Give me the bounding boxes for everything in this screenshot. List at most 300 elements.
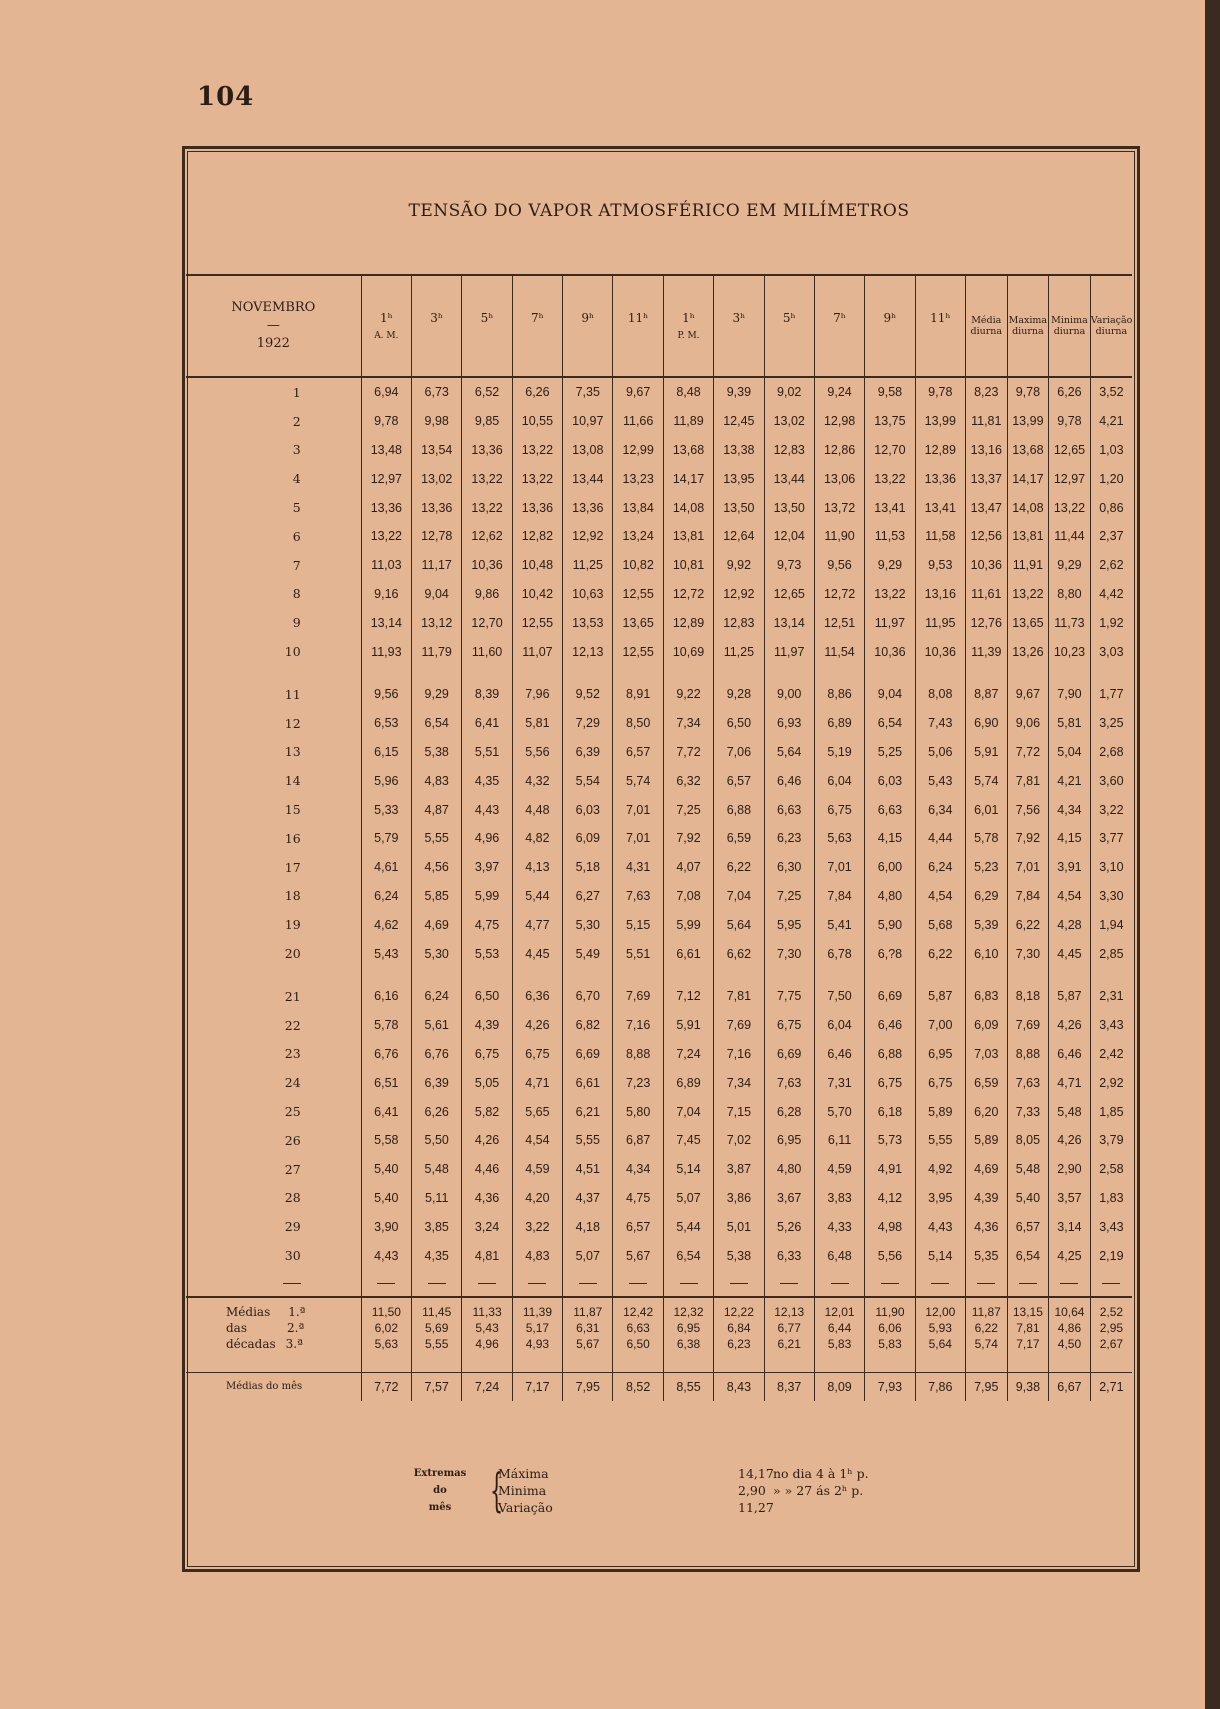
value-cell: 4,35 — [412, 1241, 462, 1270]
dash-mark — [831, 1283, 849, 1284]
value-cell: 2,42 — [1090, 1040, 1132, 1069]
table-row — [186, 1097, 1132, 1126]
value-cell: 8,37 — [764, 1372, 814, 1401]
value-cell: 8,48 — [663, 377, 713, 407]
value-cell: 7,84 — [814, 882, 864, 911]
hour-header: 9ʰ — [865, 276, 915, 377]
value-cell: 2,19 — [1090, 1241, 1132, 1270]
value-cell: 4,31 — [613, 853, 663, 882]
value-cell: 12,13 — [563, 637, 613, 666]
value-cell: 14,17 — [1007, 464, 1049, 493]
value-cell: 5,67 — [613, 1241, 663, 1270]
value-cell: 11,03 — [361, 551, 411, 580]
value-cell: 4,15 — [1049, 824, 1091, 853]
value-cell: 3,60 — [1090, 766, 1132, 795]
value-cell: 6,73 — [412, 377, 462, 407]
value-cell: 5,15 — [613, 910, 663, 939]
value-cell: 10,36 — [965, 551, 1007, 580]
value-cell: 7,30 — [764, 939, 814, 968]
value-cell: 6,22 — [965, 1320, 1007, 1336]
value-cell: 9,67 — [1007, 680, 1049, 709]
value-cell: 13,95 — [714, 464, 764, 493]
value-cell: 13,22 — [462, 464, 512, 493]
value-cell: 7,81 — [714, 982, 764, 1011]
value-cell: 4,98 — [865, 1212, 915, 1241]
value-cell: 3,10 — [1090, 853, 1132, 882]
value-cell: 8,88 — [613, 1040, 663, 1069]
value-cell: 11,61 — [965, 580, 1007, 609]
value-cell: 4,45 — [512, 939, 562, 968]
dash-mark — [881, 1283, 899, 1284]
dash-row — [186, 1270, 1132, 1297]
value-cell: 4,81 — [462, 1241, 512, 1270]
value-cell: 5,63 — [814, 824, 864, 853]
value-cell: 7,06 — [714, 738, 764, 767]
month-mean-label: Médias do mês — [186, 1372, 361, 1401]
value-cell: 6,09 — [965, 1011, 1007, 1040]
value-cell: 12,76 — [965, 608, 1007, 637]
value-cell: 6,39 — [563, 738, 613, 767]
value-cell: 5,56 — [512, 738, 562, 767]
table-row — [186, 407, 1132, 436]
value-cell: 6,24 — [412, 982, 462, 1011]
value-cell: 12,04 — [764, 522, 814, 551]
day-cell: 14 — [284, 773, 301, 789]
value-cell: 6,06 — [865, 1320, 915, 1336]
value-cell: 2,68 — [1090, 738, 1132, 767]
value-cell: 4,56 — [412, 853, 462, 882]
value-cell: 6,28 — [764, 1097, 814, 1126]
value-cell: 9,86 — [462, 580, 512, 609]
value-cell: 9,52 — [563, 680, 613, 709]
value-cell: 8,43 — [714, 1372, 764, 1401]
dash-mark — [730, 1283, 748, 1284]
value-cell: 9,53 — [915, 551, 965, 580]
value-cell: 4,33 — [814, 1212, 864, 1241]
dash-mark — [1019, 1283, 1037, 1284]
dash-mark — [977, 1283, 995, 1284]
table-row — [186, 853, 1132, 882]
value-cell: 13,36 — [361, 493, 411, 522]
day-cell: 20 — [284, 946, 301, 962]
value-cell: 11,93 — [361, 637, 411, 666]
day-cell: 27 — [284, 1161, 301, 1177]
value-cell: 6,30 — [764, 853, 814, 882]
hour-header: 5ʰ — [764, 276, 814, 377]
value-cell: 5,56 — [865, 1241, 915, 1270]
value-cell: 4,21 — [1049, 766, 1091, 795]
value-cell: 2,62 — [1090, 551, 1132, 580]
table-row — [186, 551, 1132, 580]
value-cell: 2,95 — [1090, 1320, 1132, 1336]
dash-mark — [528, 1283, 546, 1284]
value-cell: 5,73 — [865, 1126, 915, 1155]
value-cell: 9,39 — [714, 377, 764, 407]
value-cell: 6,69 — [764, 1040, 814, 1069]
value-cell: 6,02 — [361, 1320, 411, 1336]
value-cell: 13,68 — [663, 436, 713, 465]
value-cell: 12,78 — [412, 522, 462, 551]
value-cell: 8,86 — [814, 680, 864, 709]
value-cell: 6,75 — [764, 1011, 814, 1040]
value-cell: 4,61 — [361, 853, 411, 882]
value-cell: 12,72 — [663, 580, 713, 609]
value-cell: 12,86 — [814, 436, 864, 465]
value-cell: 6,01 — [965, 795, 1007, 824]
day-cell: 7 — [292, 557, 301, 573]
value-cell: 5,38 — [714, 1241, 764, 1270]
value-cell: 6,89 — [663, 1068, 713, 1097]
value-cell: 5,58 — [361, 1126, 411, 1155]
decade-label: das 2.ª — [226, 1320, 305, 1335]
value-cell: 7,01 — [1007, 853, 1049, 882]
value-cell: 7,69 — [613, 982, 663, 1011]
decade-mean-row — [186, 1336, 1132, 1352]
value-cell: 11,25 — [563, 551, 613, 580]
value-cell: 5,81 — [512, 709, 562, 738]
value-cell: 5,81 — [1049, 709, 1091, 738]
value-cell: 6,22 — [915, 939, 965, 968]
value-cell: 11,53 — [865, 522, 915, 551]
value-cell: 5,43 — [915, 766, 965, 795]
value-cell: 4,43 — [462, 795, 512, 824]
value-cell: 7,02 — [714, 1126, 764, 1155]
value-cell: 11,90 — [865, 1304, 915, 1320]
value-cell: 3,52 — [1090, 377, 1132, 407]
value-cell: 3,43 — [1090, 1212, 1132, 1241]
value-cell: 4,50 — [1049, 1336, 1091, 1352]
value-cell: 9,04 — [412, 580, 462, 609]
header-dash: — — [266, 318, 280, 333]
value-cell: 5,61 — [412, 1011, 462, 1040]
value-cell: 5,82 — [462, 1097, 512, 1126]
value-cell: 12,70 — [462, 608, 512, 637]
value-cell: 8,91 — [613, 680, 663, 709]
day-cell: 2 — [292, 413, 301, 429]
value-cell: 4,83 — [412, 766, 462, 795]
table-body — [186, 377, 1132, 1401]
value-cell: 5,44 — [512, 882, 562, 911]
value-cell: 11,39 — [965, 637, 1007, 666]
value-cell: 6,57 — [613, 738, 663, 767]
day-cell: 5 — [292, 500, 301, 516]
value-cell: 5,74 — [965, 766, 1007, 795]
value-cell: 4,59 — [814, 1155, 864, 1184]
value-cell: 7,01 — [613, 795, 663, 824]
value-cell: 4,36 — [462, 1184, 512, 1213]
value-cell: 6,70 — [563, 982, 613, 1011]
value-cell: 6,62 — [714, 939, 764, 968]
value-cell: 7,63 — [1007, 1068, 1049, 1097]
day-cell: 6 — [292, 528, 301, 544]
value-cell: 6,63 — [613, 1320, 663, 1336]
month-mean-row — [186, 1372, 1132, 1401]
value-cell: 5,55 — [412, 824, 462, 853]
value-cell: 12,83 — [764, 436, 814, 465]
value-cell: 6,76 — [361, 1040, 411, 1069]
value-cell: 4,26 — [1049, 1011, 1091, 1040]
value-cell: 6,95 — [663, 1320, 713, 1336]
value-cell: 13,36 — [412, 493, 462, 522]
value-cell: 9,00 — [764, 680, 814, 709]
table-row — [186, 608, 1132, 637]
value-cell: 5,99 — [663, 910, 713, 939]
value-cell: 10,23 — [1049, 637, 1091, 666]
hour-header: 7ʰ — [814, 276, 864, 377]
value-cell: 12,56 — [965, 522, 1007, 551]
value-cell: 13,22 — [512, 436, 562, 465]
value-cell: 7,12 — [663, 982, 713, 1011]
header-row — [186, 276, 1132, 377]
table-row — [186, 1212, 1132, 1241]
value-cell: 11,58 — [915, 522, 965, 551]
value-cell: 7,04 — [714, 882, 764, 911]
value-cell: 13,41 — [915, 493, 965, 522]
value-cell: 12,45 — [714, 407, 764, 436]
value-cell: 3,14 — [1049, 1212, 1091, 1241]
value-cell: 12,65 — [764, 580, 814, 609]
value-cell: 8,50 — [613, 709, 663, 738]
value-cell: 6,75 — [512, 1040, 562, 1069]
value-cell: 7,93 — [865, 1372, 915, 1401]
day-cell: 24 — [284, 1075, 301, 1091]
value-cell: 4,54 — [1049, 882, 1091, 911]
value-cell: 6,22 — [1007, 910, 1049, 939]
value-cell: 5,99 — [462, 882, 512, 911]
hour-header: 7ʰ — [512, 276, 562, 377]
value-cell: 13,53 — [563, 608, 613, 637]
maxima-header: Maxima diurna — [1007, 276, 1049, 377]
value-cell: 4,36 — [965, 1212, 1007, 1241]
value-cell: 7,24 — [663, 1040, 713, 1069]
value-cell: 12,01 — [814, 1304, 864, 1320]
value-cell: 14,08 — [1007, 493, 1049, 522]
value-cell: 13,22 — [865, 464, 915, 493]
value-cell: 13,12 — [412, 608, 462, 637]
value-cell: 4,43 — [915, 1212, 965, 1241]
value-cell: 1,85 — [1090, 1097, 1132, 1126]
value-cell: 5,85 — [412, 882, 462, 911]
value-cell: 5,17 — [512, 1320, 562, 1336]
value-cell: 7,01 — [814, 853, 864, 882]
value-cell: 3,30 — [1090, 882, 1132, 911]
value-cell: 8,23 — [965, 377, 1007, 407]
value-cell: 13,06 — [814, 464, 864, 493]
value-cell: 9,38 — [1007, 1372, 1049, 1401]
value-cell: 5,06 — [915, 738, 965, 767]
value-cell: 6,39 — [412, 1068, 462, 1097]
value-cell: 13,36 — [563, 493, 613, 522]
dash-mark — [377, 1283, 395, 1284]
value-cell: 6,83 — [965, 982, 1007, 1011]
day-cell: 13 — [284, 744, 301, 760]
value-cell: 1,03 — [1090, 436, 1132, 465]
value-cell: 6,75 — [865, 1068, 915, 1097]
value-cell: 8,08 — [915, 680, 965, 709]
value-cell: 5,05 — [462, 1068, 512, 1097]
value-cell: 4,87 — [412, 795, 462, 824]
value-cell: 12,98 — [814, 407, 864, 436]
value-cell: 6,51 — [361, 1068, 411, 1097]
dash-mark — [283, 1283, 301, 1284]
value-cell: 7,35 — [563, 377, 613, 407]
value-cell: 13,47 — [965, 493, 1007, 522]
value-cell: 1,83 — [1090, 1184, 1132, 1213]
value-cell: 5,63 — [361, 1336, 411, 1352]
value-cell: 3,85 — [412, 1212, 462, 1241]
day-cell: 22 — [284, 1017, 301, 1033]
value-cell: 9,67 — [613, 377, 663, 407]
day-cell: 8 — [292, 586, 301, 602]
value-cell: 7,01 — [613, 824, 663, 853]
value-cell: 7,04 — [663, 1097, 713, 1126]
value-cell: 13,14 — [361, 608, 411, 637]
value-cell: 11,81 — [965, 407, 1007, 436]
value-cell: 5,55 — [563, 1126, 613, 1155]
value-cell: 7,30 — [1007, 939, 1049, 968]
value-cell: 10,82 — [613, 551, 663, 580]
value-cell: 6,26 — [412, 1097, 462, 1126]
value-cell: 12,89 — [915, 436, 965, 465]
value-cell: 6,20 — [965, 1097, 1007, 1126]
value-cell: 7,34 — [663, 709, 713, 738]
value-cell: 3,90 — [361, 1212, 411, 1241]
value-cell: 6,10 — [965, 939, 1007, 968]
value-cell: 4,92 — [915, 1155, 965, 1184]
value-cell: 5,83 — [865, 1336, 915, 1352]
value-cell: 11,44 — [1049, 522, 1091, 551]
minima-header: Minima diurna — [1049, 276, 1091, 377]
extreme-row: Máxima 14,17 no dia 4 à 1ʰ p. — [498, 1466, 869, 1481]
value-cell: 11,39 — [512, 1304, 562, 1320]
value-cell: 4,43 — [361, 1241, 411, 1270]
value-cell: 6,57 — [613, 1212, 663, 1241]
table-row — [186, 1068, 1132, 1097]
dash-mark — [1060, 1283, 1078, 1284]
value-cell: 6,90 — [965, 709, 1007, 738]
value-cell: 3,83 — [814, 1184, 864, 1213]
value-cell: 5,50 — [412, 1126, 462, 1155]
value-cell: 5,48 — [1049, 1097, 1091, 1126]
value-cell: 13,54 — [412, 436, 462, 465]
value-cell: 6,53 — [361, 709, 411, 738]
dash-mark — [478, 1283, 496, 1284]
value-cell: 9,78 — [1007, 377, 1049, 407]
value-cell: 11,17 — [412, 551, 462, 580]
value-cell: 9,29 — [865, 551, 915, 580]
value-cell: 9,56 — [361, 680, 411, 709]
value-cell: 6,46 — [1049, 1040, 1091, 1069]
brace-icon: { — [490, 1463, 504, 1517]
value-cell: 4,48 — [512, 795, 562, 824]
value-cell: 14,08 — [663, 493, 713, 522]
value-cell: 6,63 — [865, 795, 915, 824]
day-cell: 21 — [284, 988, 301, 1004]
value-cell: 12,55 — [512, 608, 562, 637]
value-cell: 6,00 — [865, 853, 915, 882]
hour-header: 11ʰ — [915, 276, 965, 377]
value-cell: 11,95 — [915, 608, 965, 637]
value-cell: 7,96 — [512, 680, 562, 709]
value-cell: 3,24 — [462, 1212, 512, 1241]
value-cell: 6,41 — [462, 709, 512, 738]
value-cell: 10,69 — [663, 637, 713, 666]
day-cell: 3 — [292, 442, 301, 458]
value-cell: 4,15 — [865, 824, 915, 853]
value-cell: 7,69 — [1007, 1011, 1049, 1040]
value-cell: 4,26 — [1049, 1126, 1091, 1155]
value-cell: 5,55 — [915, 1126, 965, 1155]
value-cell: 6,23 — [764, 824, 814, 853]
value-cell: 4,54 — [512, 1126, 562, 1155]
value-cell: 5,65 — [512, 1097, 562, 1126]
value-cell: 13,36 — [915, 464, 965, 493]
value-cell: 7,75 — [764, 982, 814, 1011]
day-cell: 12 — [284, 715, 301, 731]
value-cell: 9,06 — [1007, 709, 1049, 738]
value-cell: 4,69 — [412, 910, 462, 939]
value-cell: 6,54 — [412, 709, 462, 738]
value-cell: 9,98 — [412, 407, 462, 436]
decade-label: décadas 3.ª — [226, 1336, 303, 1351]
value-cell: 9,29 — [1049, 551, 1091, 580]
value-cell: 9,92 — [714, 551, 764, 580]
extremes-label: Extremas do mês — [413, 1468, 467, 1513]
media-header: Média diurna — [965, 276, 1007, 377]
value-cell: 4,26 — [462, 1126, 512, 1155]
value-cell: 12,55 — [613, 580, 663, 609]
value-cell: 11,54 — [814, 637, 864, 666]
value-cell: 4,71 — [1049, 1068, 1091, 1097]
day-cell: 4 — [292, 471, 301, 487]
value-cell: 6,11 — [814, 1126, 864, 1155]
value-cell: 6,54 — [865, 709, 915, 738]
value-cell: 6,94 — [361, 377, 411, 407]
value-cell: 9,85 — [462, 407, 512, 436]
value-cell: 6,61 — [563, 1068, 613, 1097]
value-cell: 13,22 — [865, 580, 915, 609]
value-cell: 7,81 — [1007, 1320, 1049, 1336]
value-cell: 4,20 — [512, 1184, 562, 1213]
value-cell: 4,80 — [764, 1155, 814, 1184]
value-cell: 9,24 — [814, 377, 864, 407]
value-cell: 6,26 — [1049, 377, 1091, 407]
value-cell: 11,97 — [865, 608, 915, 637]
value-cell: 5,67 — [563, 1336, 613, 1352]
value-cell: 13,44 — [563, 464, 613, 493]
value-cell: 4,59 — [512, 1155, 562, 1184]
value-cell: 5,54 — [563, 766, 613, 795]
day-cell: 25 — [284, 1104, 301, 1120]
value-cell: 13,22 — [361, 522, 411, 551]
value-cell: 10,63 — [563, 580, 613, 609]
table-row — [186, 580, 1132, 609]
value-cell: 11,45 — [412, 1304, 462, 1320]
value-cell: 8,88 — [1007, 1040, 1049, 1069]
table-row — [186, 824, 1132, 853]
value-cell: 8,52 — [613, 1372, 663, 1401]
value-cell: 11,33 — [462, 1304, 512, 1320]
value-cell: 13,36 — [462, 436, 512, 465]
hour-header: 5ʰ — [462, 276, 512, 377]
value-cell: 4,34 — [1049, 795, 1091, 824]
value-cell: 13,99 — [1007, 407, 1049, 436]
value-cell: 5,07 — [563, 1241, 613, 1270]
value-cell: 4,54 — [915, 882, 965, 911]
table-row — [186, 1040, 1132, 1069]
day-cell: 18 — [284, 888, 301, 904]
value-cell: 7,00 — [915, 1011, 965, 1040]
